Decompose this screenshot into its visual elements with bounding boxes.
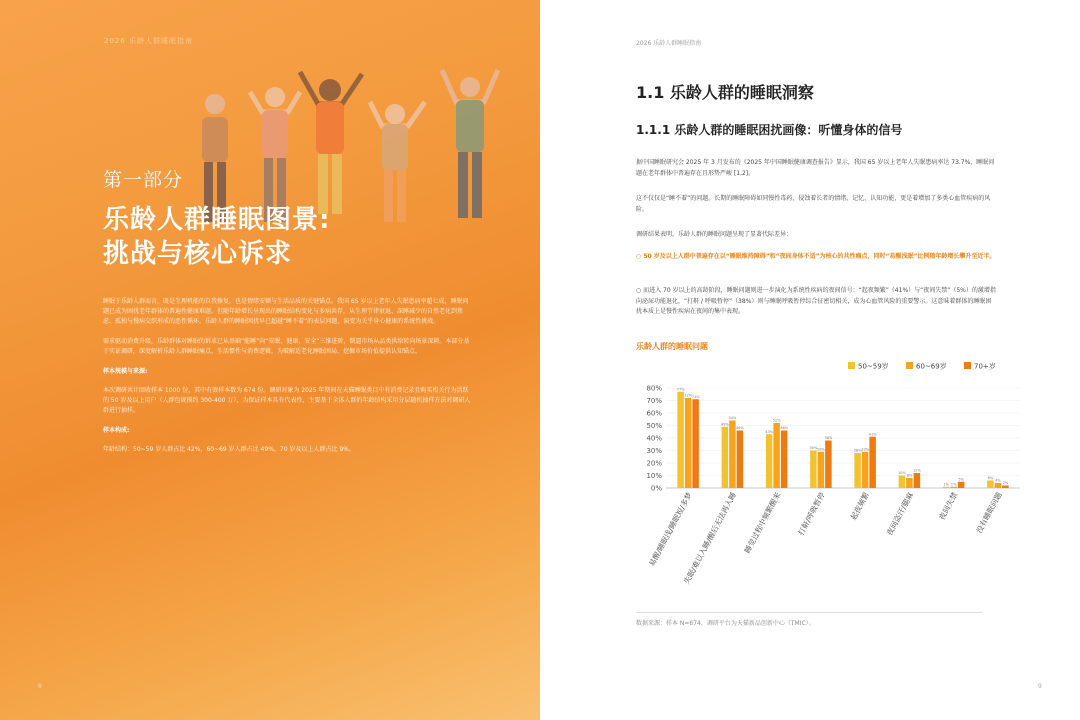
bar-value-label: 43% (765, 429, 774, 434)
bar (987, 481, 994, 489)
category-label: 夜间失禁 (937, 490, 960, 522)
category-label: 没有睡眠问题 (974, 490, 1004, 535)
bar-value-label: 1% (950, 482, 957, 487)
left-page-number: 8 (38, 683, 42, 690)
left-running-header: 2026 乐龄人群睡眠指南 (104, 37, 194, 45)
legend-label: 70+岁 (974, 362, 996, 371)
bar-value-label: 77% (676, 387, 685, 392)
composition-heading: 样本构成: (103, 427, 130, 434)
bar (995, 483, 1002, 488)
bar (1002, 486, 1009, 489)
source-divider (636, 612, 982, 613)
y-tick-label: 40% (646, 434, 662, 443)
bar (914, 473, 921, 488)
body-paragraph-2: 这不仅仅是“睡不着”的问题。长期的睡眠障碍如同慢性毒药，侵蚀着长者的情绪、记忆、认知功能，更是着增加了多类心血管疾病的风险。 (636, 195, 991, 213)
y-tick-label: 20% (646, 459, 662, 468)
bar-value-label: 4% (995, 478, 1001, 483)
bar (773, 423, 780, 488)
bar (899, 476, 906, 489)
y-tick-label: 10% (646, 472, 662, 480)
bar-value-label: 54% (728, 416, 737, 420)
composition-text: 年龄结构：50~59 岁人群占比 42%，60~69 岁人群占比 49%，70 岁及以上人群占比 9%。 (103, 446, 355, 453)
bar (950, 487, 957, 488)
bullet-point-2: ○ 而进入 70 岁以上的高龄阶段，睡眠问题则进一步演化为系统性疾病的夜间信号：“起夜频繁”（41%）与“夜间失禁”（5%）的激增指向泌尿功能退化，“打鼾 / 呼吸暂停”（38%）则与睡眠呼吸暂停综合征密切相关，成为心血管风险的重要警示。这意味着群体的睡眠困扰本质上是慢性疾病在夜间的集中表现。 (636, 287, 996, 315)
subsection-heading: 1.1.1 乐龄人群的睡眠困扰画像：听懂身体的信号 (636, 123, 903, 137)
section-title (103, 203, 330, 271)
bar-value-label: 29% (861, 447, 870, 452)
bar (958, 482, 965, 488)
bar (818, 452, 825, 488)
bar (825, 441, 832, 489)
bar-value-label: 6% (987, 476, 994, 480)
bar-value-label: 5% (958, 477, 964, 482)
category-label: 睡觉过程中频繁醒来 (742, 490, 783, 555)
legend-swatch (906, 362, 913, 369)
right-page (540, 0, 1080, 720)
y-tick-label: 30% (646, 447, 662, 455)
bar (862, 452, 869, 488)
body-paragraph-3: 调研结果表明，乐龄人群的睡眠问题呈现了显著代际差异： (636, 231, 793, 238)
bar-chart (620, 356, 1030, 606)
bar (854, 453, 861, 488)
legend-swatch (848, 362, 855, 369)
category-label: 夜间盗汗/腿麻 (884, 490, 916, 537)
bar (729, 421, 736, 489)
bar (692, 399, 699, 488)
section-title-line1: 乐龄人群睡眠图景: (103, 205, 331, 235)
bar-value-label: 1% (943, 482, 949, 487)
bar-value-label: 8% (906, 473, 913, 478)
category-label: 易醒/睡眠浅/睡眠短/多梦 (647, 490, 694, 568)
intro-paragraph-1: 睡眠于乐龄人群而言，既是生理机能的自我修复，也是情绪安顿与生活品质的关键锚点。我国 65 岁以上老年人失眠患病率超七成，睡眠问题已成为困扰老年群体的普遍性健康难题。但随年龄增长呈现出的睡眠结构变化与多病共存，从生理节律衰退、深睡减少的自然老化到焦虑、孤独与慢病交织形成的恶性循环，乐龄人群的睡眠困扰早已超越“睡不着”的表层问题，演变为关乎身心健康的系统性挑战。 (103, 298, 469, 325)
data-source: 数据来源：样本 N=674，调研平台为天猫新品创新中心（TMIC）。 (636, 620, 815, 627)
category-label: 失眠/难以入睡/醒后无法再入睡 (682, 490, 739, 586)
body-paragraph-1: 据中国睡眠研究会 2025 年 3 月发布的《2025 年中国睡眠健康调查报告》显示，我国 65 岁以上老年人失眠患病率达 73.7%，睡眠问题在老年群体中普遍存在且形势严峻 [1,2]。 (636, 159, 995, 177)
section-title-line2: 挑战与核心诉求 (103, 239, 293, 269)
bar-value-label: 49% (720, 422, 729, 427)
right-running-header: 2026 乐龄人群睡眠指南 (636, 40, 702, 47)
bar-value-label: 46% (735, 426, 744, 430)
bar (722, 427, 729, 488)
bar (737, 431, 744, 489)
chart-container (620, 356, 1030, 606)
bar (810, 451, 817, 489)
bar (677, 392, 684, 488)
y-tick-label: 80% (646, 384, 662, 393)
bar (766, 434, 773, 488)
bar-value-label: 46% (780, 426, 789, 430)
bar-value-label: 10% (897, 471, 906, 475)
category-label: 起夜频繁 (848, 490, 871, 522)
bar-value-label: 30% (809, 446, 818, 450)
bar-value-label: 52% (772, 418, 781, 423)
legend-label: 60~69岁 (916, 362, 947, 371)
bar (781, 431, 788, 489)
bar-value-label: 29% (816, 447, 825, 452)
bar (943, 487, 950, 488)
section-label: 第一部分 (103, 169, 184, 191)
y-tick-label: 50% (646, 422, 662, 430)
bar-value-label: 2% (1002, 481, 1009, 485)
legend-label: 50~59岁 (858, 362, 889, 371)
bar-value-label: 71% (691, 394, 700, 399)
y-tick-label: 0% (650, 484, 662, 493)
category-label: 打鼾/呼吸暂停 (796, 490, 827, 537)
bar (906, 478, 913, 488)
sample-text: 本次调研共计回收样本 1000 份，其中有效样本数为 674 份。调研对象为 2025 年期间在天猫睡眠类目中有消费记录且购买相关行为活跃的 50 岁及以上用户（人群包规模约 300-400 万），为保证样本具有代表性，主要基于全体人群的年龄结构采用分层随机抽样方法对调研人群进行抽样。 (103, 387, 471, 414)
y-tick-label: 70% (646, 397, 662, 405)
y-tick-label: 60% (646, 409, 662, 418)
sample-heading: 样本规模与来源: (103, 368, 148, 375)
bar-value-label: 28% (853, 448, 862, 453)
bar-value-label: 41% (868, 432, 877, 437)
bullet-point-1: ○ 50 岁及以上人群中普遍存在以“睡眠维持障碍”和“夜间身体不适”为核心的共性痛点，同时“易醒浅眠”比例随年龄增长攀升至近半。 (636, 253, 996, 260)
section-heading: 1.1 乐龄人群的睡眠洞察 (636, 83, 814, 102)
intro-paragraph-2: 需求驱动消费升级，乐龄群体对睡眠的诉求已从基础“能睡”向“安眠、健康、安全”三维进阶，倒逼市场从品类供给转向场景深耕。本部分基于实证调研，深度解析乐龄人群睡眠痛点、生活惯性与消费逻辑，为破解适老化睡眠困局、挖掘市场价值提供认知锚点。 (103, 338, 470, 355)
bar (685, 398, 692, 488)
legend-swatch (964, 362, 971, 369)
left-body (103, 297, 473, 465)
chart-title: 乐龄人群的睡眠问题 (636, 342, 708, 351)
bar-value-label: 72% (684, 393, 693, 398)
bar-value-label: 38% (824, 436, 833, 440)
right-page-number: 9 (1038, 683, 1042, 690)
bar (869, 437, 876, 488)
bar-value-label: 12% (912, 468, 921, 473)
